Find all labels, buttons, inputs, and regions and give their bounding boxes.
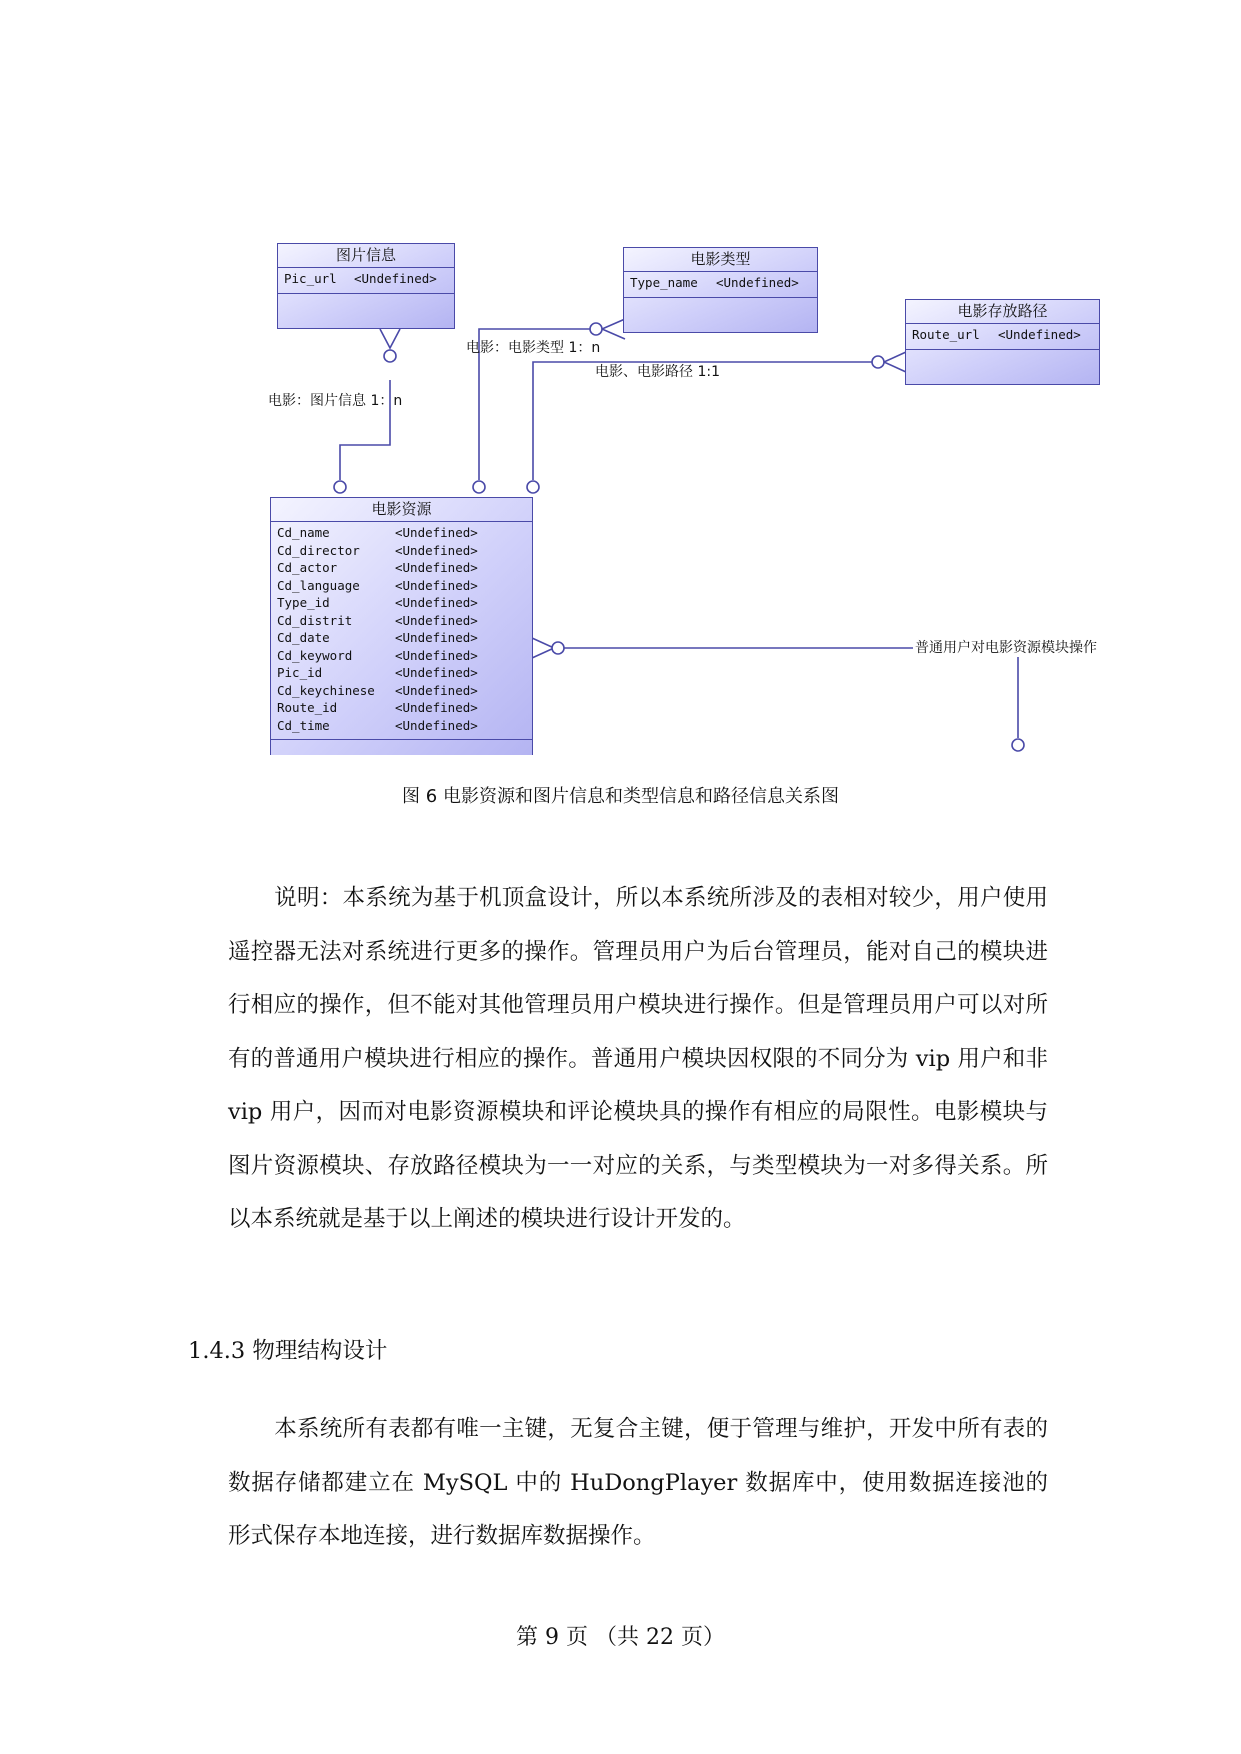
attribute-name: Cd_date	[277, 630, 330, 645]
optional-marker-picture	[384, 350, 396, 362]
rel-label-movie-path: 电影、电影路径 1:1	[595, 364, 720, 380]
attribute-type: <Undefined>	[395, 525, 478, 540]
attribute-name: Cd_time	[277, 717, 330, 733]
rel-label-user-operation: 普通用户对电影资源模块操作	[913, 637, 1099, 657]
crowfoot-user-operation	[532, 638, 554, 658]
optional-marker-type	[590, 323, 602, 335]
section-heading: 1.4.3 物理结构设计	[188, 1338, 388, 1364]
attribute-row	[277, 647, 526, 665]
optional-marker-path	[872, 356, 884, 368]
optional-marker-movie-path	[527, 481, 539, 493]
page-footer: 第 9 页 （共 22 页）	[516, 1625, 725, 1650]
attribute-row	[912, 326, 1093, 344]
attribute-name: Cd_keyword	[277, 647, 353, 663]
attribute-row	[284, 270, 448, 288]
attribute-name: Cd_name	[277, 525, 330, 540]
paragraph-text: 本系统所有表都有唯一主键，无复合主键，便于管理与维护，开发中所有表的数据存储都建立在 MySQL 中的 HuDongPlayer 数据库中，使用数据连接池的形式保存本地连接，进行数据库数据操作。	[228, 1416, 1048, 1549]
entity-movie-resource[interactable]	[270, 497, 533, 755]
crowfoot-path	[884, 352, 906, 372]
optional-marker-user-operation	[552, 642, 564, 654]
attribute-row	[277, 699, 526, 717]
attribute-row	[277, 612, 526, 630]
attribute-name: Type_name	[630, 275, 698, 290]
attribute-name: Route_id	[277, 700, 338, 715]
attribute-row	[277, 524, 526, 542]
attribute-row	[277, 664, 526, 682]
attribute-type: <Undefined>	[395, 595, 478, 610]
paragraph-description	[228, 872, 1048, 1247]
attribute-type: <Undefined>	[395, 665, 478, 680]
entity-attributes	[271, 522, 532, 740]
entity-attributes	[278, 268, 454, 294]
entity-picture-info[interactable]	[277, 243, 455, 329]
attribute-row	[630, 274, 811, 292]
attribute-type: <Undefined>	[395, 630, 478, 645]
attribute-type: <Undefined>	[395, 717, 478, 733]
attribute-name: Cd_distrit	[277, 612, 353, 628]
attribute-row	[277, 717, 526, 735]
entity-movie-type[interactable]	[623, 247, 818, 333]
entity-attributes	[906, 324, 1099, 350]
attribute-row	[277, 629, 526, 647]
entity-storage-path[interactable]	[905, 299, 1100, 385]
attribute-name: Cd_keychinese	[277, 682, 375, 698]
figure-caption: 图 6 电影资源和图片信息和类型信息和路径信息关系图	[402, 786, 839, 807]
attribute-row	[277, 682, 526, 700]
attribute-row	[277, 594, 526, 612]
attribute-type: <Undefined>	[395, 647, 478, 663]
attribute-row	[277, 542, 526, 560]
attribute-type: <Undefined>	[395, 542, 478, 558]
attribute-type: <Undefined>	[395, 560, 478, 575]
attribute-type: <Undefined>	[395, 612, 478, 628]
paragraph-text: 说明：本系统为基于机顶盒设计，所以本系统所涉及的表相对较少，用户使用遥控器无法对系统进行更多的操作。管理员用户为后台管理员，能对自己的模块进行相应的操作，但不能对其他管理员用户模块进行操作。但是管理员用户可以对所有的普通用户模块进行相应的操作。普通用户模块因权限的不同分为 vip 用户和非 vip 用户，因而对电影资源模块和评论模块具的操作有相应的局限性。电影模块与图片资源模块、存放路径模块为一一对应的关系，与类型模块为一对多得关系。所以本系统就是基于以上阐述的模块进行设计开发的。	[228, 885, 1048, 1232]
rel-label-movie-picture: 电影：图片信息 1：n	[268, 393, 403, 409]
entity-title: 电影资源	[271, 498, 532, 522]
attribute-type: <Undefined>	[716, 275, 799, 290]
attribute-type: <Undefined>	[395, 700, 478, 715]
attribute-type: <Undefined>	[998, 327, 1081, 342]
crowfoot-type	[602, 319, 625, 339]
entity-title: 电影存放路径	[906, 300, 1099, 324]
attribute-type: <Undefined>	[354, 271, 437, 286]
attribute-type: <Undefined>	[395, 577, 478, 593]
rel-label-movie-type: 电影：电影类型 1：n	[466, 340, 601, 356]
attribute-name: Cd_language	[277, 577, 360, 593]
er-diagram	[0, 0, 1241, 770]
optional-marker-user-end	[1012, 739, 1024, 751]
attribute-name: Pic_url	[284, 271, 337, 286]
attribute-name: Type_id	[277, 595, 330, 610]
attribute-name: Cd_actor	[277, 560, 338, 575]
optional-marker-movie-picture	[334, 481, 346, 493]
attribute-row	[277, 577, 526, 595]
crowfoot-picture	[380, 329, 400, 348]
optional-marker-movie-type	[473, 481, 485, 493]
entity-attributes	[624, 272, 817, 298]
rel-line-user-operation	[564, 648, 1018, 738]
entity-title: 电影类型	[624, 248, 817, 272]
attribute-name: Pic_id	[277, 665, 323, 680]
attribute-type: <Undefined>	[395, 682, 478, 698]
paragraph-physical-design	[228, 1403, 1048, 1564]
attribute-name: Route_url	[912, 327, 980, 342]
attribute-name: Cd_director	[277, 542, 360, 558]
attribute-row	[277, 559, 526, 577]
entity-title: 图片信息	[278, 244, 454, 268]
